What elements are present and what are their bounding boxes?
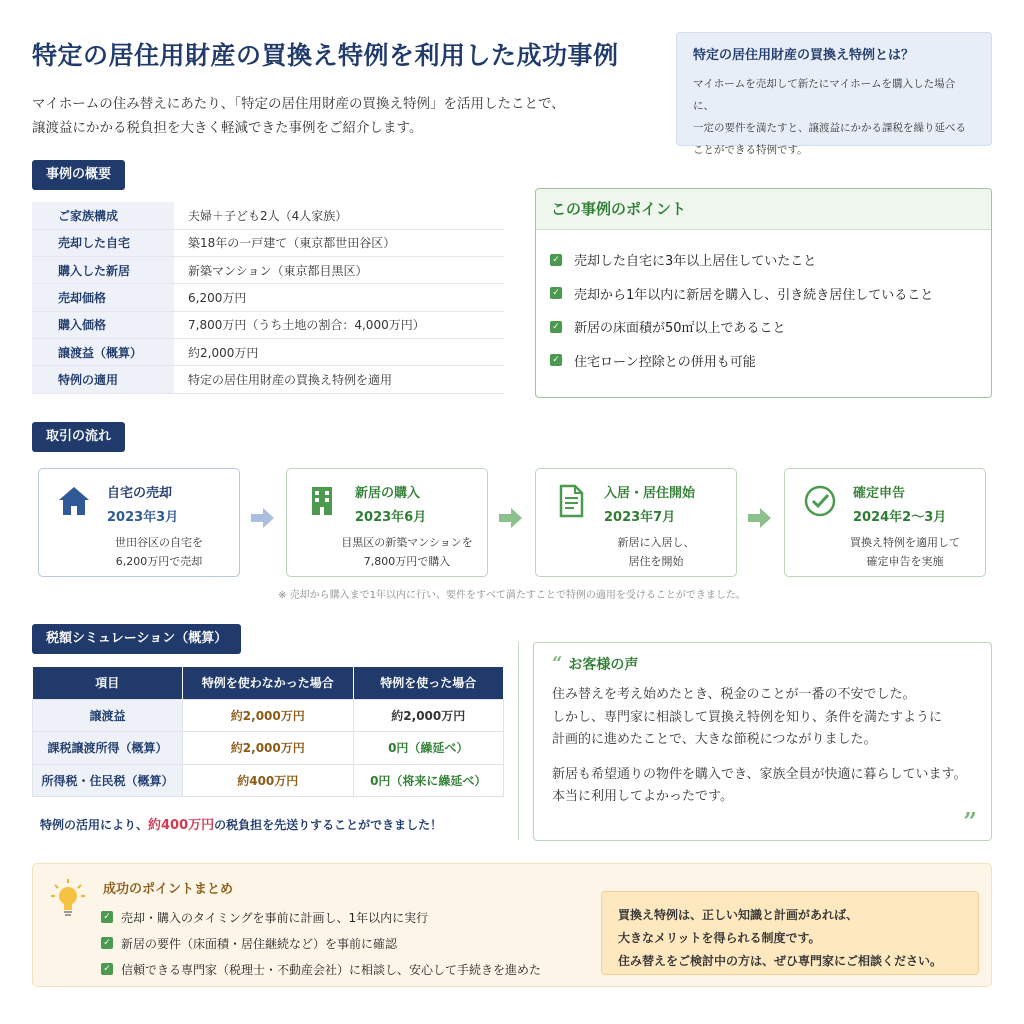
flow-step-tax-return: [784, 468, 986, 577]
flow-section-label: 取引の流れ: [32, 422, 125, 452]
table-row: [32, 311, 504, 338]
table-header-row: [33, 667, 504, 699]
list-item: [101, 956, 541, 982]
tax-section-label: 税額シミュレーション（概算）: [32, 624, 241, 654]
summary-text: 信頼できる専門家（税理士・不動産会社）に相談し、安心して手続きを進めた: [121, 962, 542, 977]
point-text: 住宅ローン控除との併用も可能: [574, 354, 756, 370]
check-icon: ✓: [101, 911, 113, 923]
callout-line: 大きなメリットを得られる制度です。: [618, 931, 821, 945]
overview-section-label: 事例の概要: [32, 160, 125, 190]
flow-step-title: 新居の購入: [355, 486, 421, 501]
flow-desc-line: 6,200万円で売却: [115, 555, 203, 568]
what-is-line: 一定の要件を満たすと、譲渡益にかかる課税を繰り延べる: [693, 122, 966, 134]
flow-desc-line: 居住を開始: [628, 555, 684, 568]
quote-close-icon: ”: [963, 807, 977, 836]
document-icon: [553, 483, 589, 519]
flow-desc-line: 世田谷区の自宅を: [115, 536, 203, 549]
check-icon: ✓: [101, 963, 113, 975]
intro-line: マイホームの住み替えにあたり、「特定の居住用財産の買換え特例」を活用したことで、: [32, 96, 565, 112]
column-header: 項目: [33, 667, 183, 699]
voice-paragraph: [552, 764, 977, 809]
tax-note-suffix: の税負担を先送りすることができました！: [214, 818, 443, 832]
column-header: 特例を使った場合: [353, 667, 503, 699]
flow-step-date: 2024年2〜3月: [853, 510, 947, 525]
tax-savings-note: [40, 814, 442, 833]
flow-desc-line: 7,800万円で購入: [363, 555, 451, 568]
row-item: 所得税・住民税（概算）: [33, 764, 183, 797]
flow-step-purchase: [286, 468, 488, 577]
table-row: [33, 764, 504, 797]
summary-list: [101, 904, 541, 982]
what-is-line: ことができる特例です。: [693, 144, 808, 156]
row-value: 7,800万円（うち土地の割合：4,000万円）: [174, 311, 504, 338]
summary-text: 売却・購入のタイミングを事前に計画し、1年以内に実行: [121, 910, 429, 925]
point-text: 新居の床面積が50㎡以上であること: [574, 321, 786, 337]
table-row: [32, 284, 504, 311]
row-value: 新築マンション（東京都目黒区）: [174, 257, 504, 284]
what-is-body: [693, 73, 975, 161]
flow-step-date: 2023年6月: [355, 510, 427, 525]
list-item: [101, 930, 541, 956]
table-row: [33, 699, 504, 732]
flow-step-title: 自宅の売却: [107, 486, 173, 501]
voice-line: 新居も希望通りの物件を購入でき、家族全員が快適に暮らしています。: [552, 766, 967, 782]
table-row: [32, 366, 504, 393]
row-key: 売却した自宅: [32, 229, 174, 256]
list-item: [550, 310, 991, 344]
check-icon: ✓: [550, 321, 562, 333]
row-value: 6,200万円: [174, 284, 504, 311]
callout-line: 住み替えをご検討中の方は、ぜひ専門家にご相談ください。: [618, 954, 943, 968]
page-title: 特定の居住用財産の買換え特例を利用した成功事例: [32, 41, 619, 70]
table-row: [33, 732, 504, 765]
check-circle-icon: [802, 483, 838, 519]
arrow-right-icon: [748, 507, 772, 529]
row-value: 約2,000万円: [174, 338, 504, 365]
flow-step-desc: [586, 533, 726, 571]
house-icon: [56, 483, 92, 519]
table-row: [32, 257, 504, 284]
quote-open-icon: “: [552, 653, 563, 674]
point-text: 売却した自宅に3年以上居住していたこと: [574, 254, 817, 270]
row-key: 譲渡益（概算）: [32, 338, 174, 365]
list-item: [550, 344, 991, 378]
list-item: [550, 277, 991, 311]
row-with: 0円（将来に繰延べ）: [353, 764, 503, 797]
points-list: [536, 230, 991, 377]
flow-desc-line: 買換え特例を適用して: [850, 536, 960, 549]
row-key: 特例の適用: [32, 366, 174, 393]
row-without: 約2,000万円: [183, 732, 354, 765]
row-value: 特定の居住用財産の買換え特例を適用: [174, 366, 504, 393]
column-header: 特例を使わなかった場合: [183, 667, 354, 699]
voice-line: 本当に利用してよかったです。: [552, 789, 733, 804]
voice-line: 住み替えを考え始めたとき、税金のことが一番の不安でした。: [552, 687, 916, 702]
row-key: ご家族構成: [32, 202, 174, 229]
row-key: 購入価格: [32, 311, 174, 338]
flow-step-title: 確定申告: [853, 486, 906, 501]
intro-text: [32, 92, 652, 140]
table-row: [32, 229, 504, 256]
row-item: 譲渡益: [33, 699, 183, 732]
table-row: [32, 202, 504, 229]
check-icon: ✓: [550, 254, 562, 266]
flow-step-date: 2023年3月: [107, 510, 179, 525]
voice-title: [552, 653, 638, 674]
row-with: 約2,000万円: [353, 699, 503, 732]
flow-desc-line: 目黒区の新築マンションを: [341, 536, 473, 549]
summary-title: 成功のポイントまとめ: [103, 882, 234, 897]
flow-desc-line: 新居に入居し、: [617, 536, 695, 549]
flow-step-date: 2023年7月: [604, 510, 676, 525]
flow-step-sale: [38, 468, 240, 577]
tax-note-prefix: 特例の活用により、: [40, 818, 149, 832]
voice-line: しかし、専門家に相談して買換え特例を知り、条件を満たすように: [552, 709, 943, 725]
row-without: 約400万円: [183, 764, 354, 797]
row-item: 課税譲渡所得（概算）: [33, 732, 183, 765]
voice-body: [552, 684, 977, 809]
voice-title-text: お客様の声: [568, 657, 639, 673]
divider: [518, 642, 519, 840]
flow-step-move-in: [535, 468, 737, 577]
flow-step-desc: [89, 533, 229, 571]
row-key: 購入した新居: [32, 257, 174, 284]
arrow-right-icon: [499, 507, 523, 529]
check-icon: ✓: [550, 354, 562, 366]
row-value: 夫婦＋子ども2人（4人家族）: [174, 202, 504, 229]
what-is-box: [676, 32, 992, 156]
callout-line: 買換え特例は、正しい知識と計画があれば、: [618, 908, 859, 922]
row-key: 売却価格: [32, 284, 174, 311]
what-is-title: 特定の居住用財産の買換え特例とは？: [693, 48, 915, 63]
voice-line: 計画的に進めたことで、大きな節税につながりました。: [552, 732, 877, 747]
flow-step-title: 入居・居住開始: [604, 486, 696, 501]
points-box: [535, 188, 992, 398]
building-icon: [304, 483, 340, 519]
voice-paragraph: [552, 684, 977, 752]
flow-desc-line: 確定申告を実施: [866, 555, 944, 568]
tax-table: [32, 667, 504, 797]
point-text: 売却から1年以内に新居を購入し、引き続き居住していること: [574, 287, 934, 303]
tax-note-amount: 約400万円: [148, 818, 215, 833]
summary-text: 新居の要件（床面積・居住継続など）を事前に確認: [121, 936, 398, 951]
lightbulb-icon: [51, 878, 85, 918]
intro-line: 譲渡益にかかる税負担を大きく軽減できた事例をご紹介します。: [32, 120, 423, 136]
what-is-line: マイホームを売却して新たにマイホームを購入した場合に、: [693, 78, 956, 112]
customer-voice-box: [533, 642, 992, 841]
summary-callout: [601, 891, 979, 975]
summary-box: [32, 863, 992, 987]
check-icon: ✓: [101, 937, 113, 949]
list-item: [550, 243, 991, 277]
points-title: この事例のポイント: [536, 189, 991, 230]
flow-note: ※ 売却から購入まで1年以内に行い、要件をすべて満たすことで特例の適用を受けることができました。: [278, 590, 746, 601]
table-row: [32, 338, 504, 365]
list-item: [101, 904, 541, 930]
row-with: 0円（繰延べ）: [353, 732, 503, 765]
arrow-right-icon: [251, 507, 275, 529]
flow-step-desc: [337, 533, 477, 571]
overview-table: [32, 202, 504, 394]
row-without: 約2,000万円: [183, 699, 354, 732]
flow-step-desc: [835, 533, 975, 571]
check-icon: ✓: [550, 287, 562, 299]
row-value: 築18年の一戸建て（東京都世田谷区）: [174, 229, 504, 256]
